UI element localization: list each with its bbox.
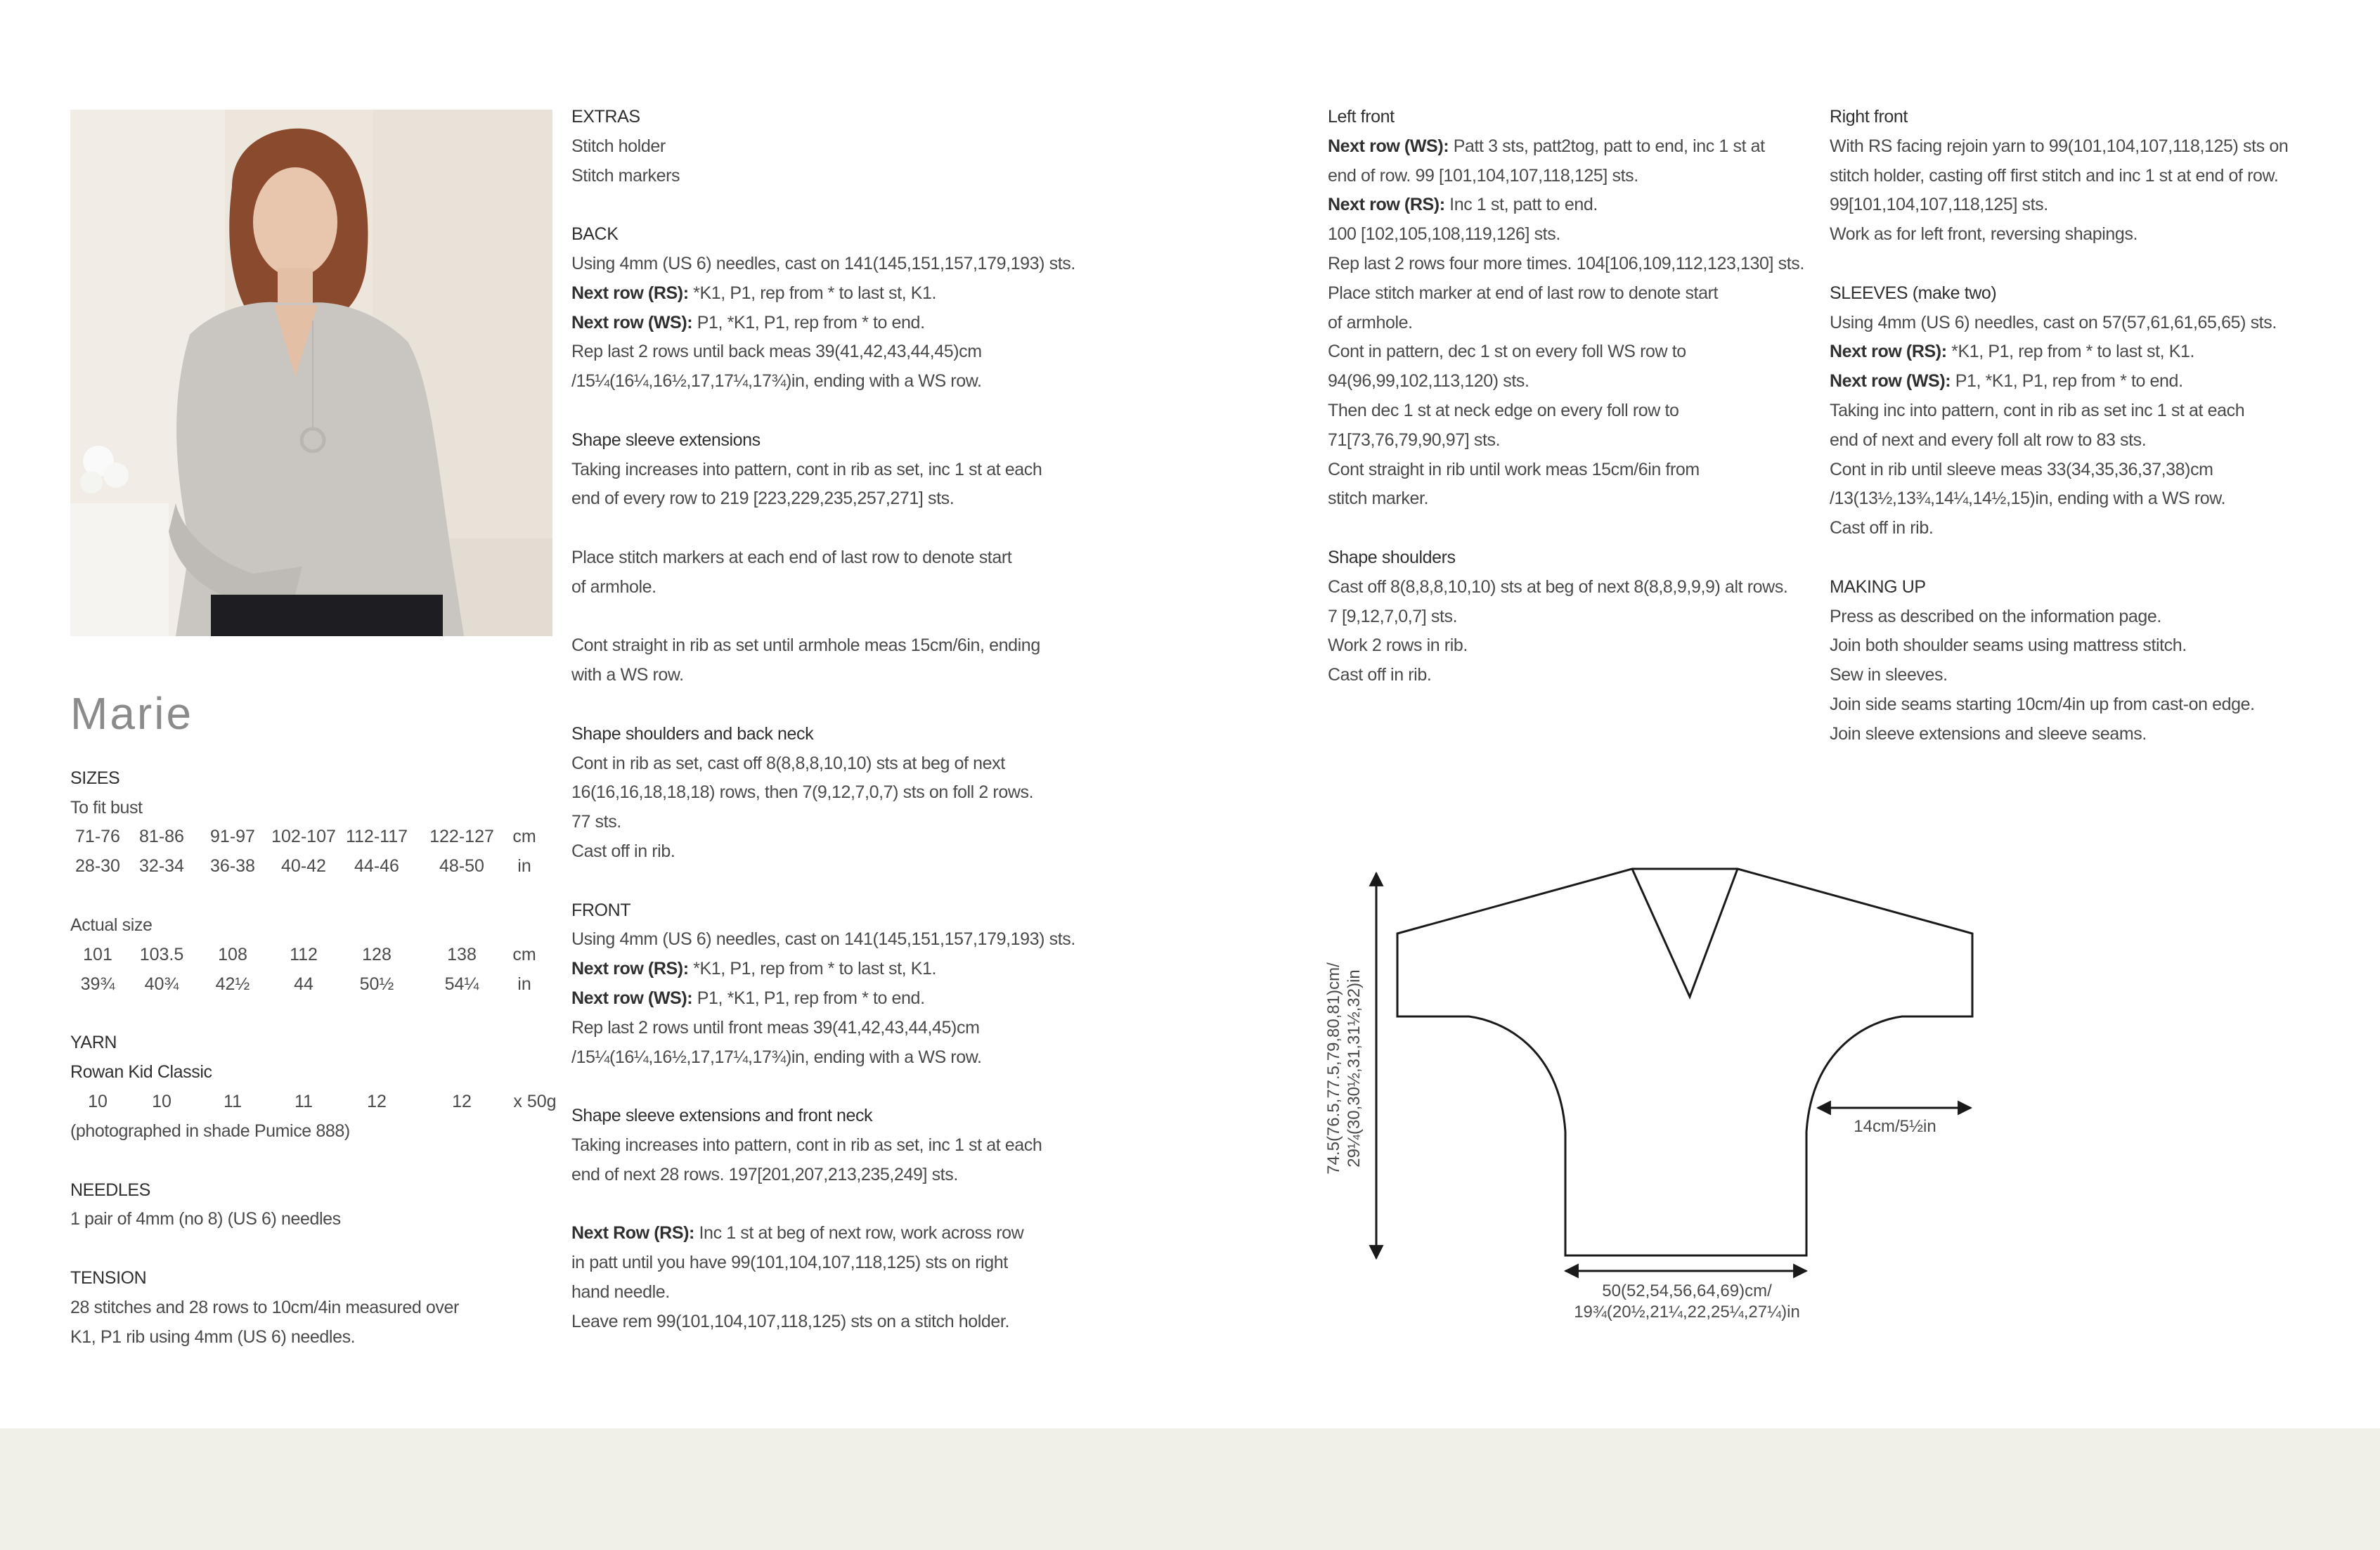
bold-label: Next row (WS): — [1328, 136, 1449, 156]
table-cell: 54¼ — [444, 974, 479, 995]
needles-text: 1 pair of 4mm (no 8) (US 6) needles — [70, 1209, 341, 1229]
column-two — [571, 103, 1075, 1336]
table-cell: 50½ — [359, 974, 394, 995]
left-front-heading: Left front — [1328, 107, 1395, 127]
text-line — [571, 955, 1075, 984]
text-line: Join sleeve extensions and sleeve seams. — [1830, 723, 2147, 744]
text-line: Join both shoulder seams using mattress stitch. — [1830, 635, 2187, 656]
table-cell: 10 — [152, 1092, 172, 1112]
text-line: stitch marker. — [1328, 489, 1429, 509]
text-line: Using 4mm (US 6) needles, cast on 141(145,151,157,179,193) sts. — [571, 929, 1075, 950]
yarn-section — [70, 1028, 212, 1087]
extras-heading: EXTRAS — [571, 107, 640, 127]
text-line: Using 4mm (US 6) needles, cast on 141(145,151,157,179,193) sts. — [571, 253, 1075, 273]
actual-cm-row — [70, 941, 538, 970]
table-cell: 138 — [447, 945, 477, 965]
text-line: 71[73,76,79,90,97] sts. — [1328, 430, 1501, 450]
text-line: 77 sts. — [571, 812, 621, 832]
table-cell: 36-38 — [210, 856, 255, 877]
text-line: 7 [9,12,7,0,7] sts. — [1328, 606, 1458, 626]
table-cell: 40¾ — [144, 974, 179, 995]
text-span: Inc 1 st at beg of next row, work across row — [694, 1223, 1024, 1244]
text-line: 99[101,104,107,118,125] sts. — [1830, 195, 2048, 215]
text-line: Rep last 2 rows until front meas 39(41,42,43,44,45)cm — [571, 1017, 980, 1038]
garment-outline — [1397, 869, 1972, 1255]
column-four — [1830, 103, 2288, 749]
table-cell: 48-50 — [439, 856, 484, 877]
making-up-heading: MAKING UP — [1830, 576, 1926, 597]
text-line: Work 2 rows in rib. — [1328, 635, 1468, 656]
text-span: *K1, P1, rep from * to last st, K1. — [688, 283, 937, 303]
bold-label: Next Row (RS): — [571, 1223, 694, 1244]
right-front-heading: Right front — [1830, 107, 1908, 127]
bust-in-row — [70, 852, 538, 881]
bold-label: Next row (RS): — [1328, 195, 1445, 215]
subheading: Shape shoulders and back neck — [571, 723, 814, 744]
yarn-heading: YARN — [70, 1033, 117, 1052]
table-cell: 103.5 — [139, 945, 184, 965]
text-span: Patt 3 sts, patt2tog, patt to end, inc 1 st at — [1449, 136, 1765, 156]
bold-label: Next row (WS): — [1830, 371, 1951, 392]
text-line — [1830, 337, 2288, 367]
bold-label: Next row (RS): — [1830, 342, 1947, 362]
yarn-name: Rowan Kid Classic — [70, 1061, 212, 1082]
unit-cell: x 50g — [513, 1092, 557, 1112]
table-cell: 28-30 — [75, 856, 120, 877]
text-line: Join side seams starting 10cm/4in up from cast-on edge. — [1830, 694, 2255, 714]
text-line: end of next and every foll alt row to 83 sts. — [1830, 430, 2147, 450]
bold-label: Next row (WS): — [571, 988, 693, 1008]
footer-band — [0, 1428, 2380, 1550]
width-label-in: 19¾(20½,21¼,22,25¼,27¼)in — [1574, 1303, 1800, 1322]
text-line: Cast off in rib. — [1328, 665, 1432, 685]
bust-size-table — [70, 822, 538, 881]
tension-line: 28 stitches and 28 rows to 10cm/4in measured over — [70, 1297, 459, 1317]
table-cell: 11 — [224, 1092, 242, 1112]
cuff-label: 14cm/5½in — [1854, 1117, 1936, 1136]
text-line: end of every row to 219 [223,229,235,257,271] sts. — [571, 489, 955, 509]
table-cell: 91-97 — [210, 827, 255, 847]
text-span: Inc 1 st, patt to end. — [1444, 195, 1598, 215]
table-cell: 10 — [88, 1092, 108, 1112]
text-line: 16(16,16,18,18,18) rows, then 7(9,12,7,0,7) sts on foll 2 rows. — [571, 782, 1034, 803]
height-label-in: 29¼(30,30½,31,31½,32)in — [1345, 969, 1364, 1168]
fit-label: To fit bust — [70, 797, 143, 818]
text-span: P1, *K1, P1, rep from * to end. — [1951, 371, 2183, 392]
table-cell: 32-34 — [139, 856, 184, 877]
text-line: Taking increases into pattern, cont in rib as set, inc 1 st at each — [571, 459, 1042, 479]
text-line: Cast off in rib. — [1830, 518, 1934, 538]
table-cell: 128 — [362, 945, 392, 965]
extras-item: Stitch markers — [571, 165, 680, 186]
bold-label: Next row (RS): — [571, 959, 689, 979]
text-span: *K1, P1, rep from * to last st, K1. — [1946, 342, 2195, 362]
table-cell: 12 — [452, 1092, 472, 1112]
text-line: with a WS row. — [571, 665, 684, 685]
text-line — [571, 984, 1075, 1014]
text-line: /15¼(16¼,16½,17,17¼,17¾)in, ending with a WS row. — [571, 1047, 982, 1067]
text-line: 94(96,99,102,113,120) sts. — [1328, 371, 1529, 392]
text-line: of armhole. — [571, 576, 657, 597]
sizes-heading: SIZES — [70, 768, 120, 788]
table-cell: 122-127 — [429, 827, 494, 847]
table-cell: 12 — [367, 1092, 387, 1112]
needles-heading: NEEDLES — [70, 1180, 150, 1200]
text-line: Using 4mm (US 6) needles, cast on 57(57,61,61,65,65) sts. — [1830, 312, 2277, 332]
unit-cell: cm — [512, 827, 536, 847]
text-line — [1328, 132, 1804, 162]
text-line — [571, 309, 1075, 338]
subheading: Shape sleeve extensions — [571, 430, 761, 450]
text-line — [1830, 367, 2288, 396]
table-cell: 108 — [218, 945, 247, 965]
text-line: Cont in rib as set, cast off 8(8,8,8,10,10) sts at beg of next — [571, 753, 1005, 773]
table-cell: 102-107 — [271, 827, 336, 847]
table-cell: 40-42 — [281, 856, 326, 877]
text-line: Sew in sleeves. — [1830, 665, 1948, 685]
width-label-cm: 50(52,54,56,64,69)cm/ — [1602, 1281, 1772, 1300]
table-cell: 101 — [83, 945, 112, 965]
unit-cell: cm — [512, 945, 536, 965]
text-line: /15¼(16¼,16½,17,17¼,17¾)in, ending with a WS row. — [571, 371, 982, 392]
yarn-quantity-row — [70, 1087, 560, 1117]
model-photo — [70, 110, 552, 636]
subheading: Shape shoulders — [1328, 547, 1456, 567]
text-line: end of row. 99 [101,104,107,118,125] sts. — [1328, 165, 1638, 186]
actual-size-label: Actual size — [70, 915, 153, 935]
table-cell: 42½ — [215, 974, 250, 995]
sizes-section — [70, 764, 143, 823]
yarn-quantity-table — [70, 1087, 560, 1117]
text-line: in patt until you have 99(101,104,107,118,125) sts on right — [571, 1253, 1008, 1273]
text-line: Cast off in rib. — [571, 841, 675, 861]
unit-cell: in — [517, 974, 531, 995]
v-neck — [1632, 869, 1738, 997]
table-cell: 11 — [295, 1092, 313, 1112]
height-label-cm: 74.5(76.5,77.5,79,80,81)cm/ — [1324, 962, 1343, 1175]
text-line: stitch holder, casting off first stitch and inc 1 st at end of row. — [1830, 165, 2279, 186]
bust-cm-row — [70, 822, 538, 852]
text-line — [1328, 190, 1804, 220]
table-cell: 44 — [294, 974, 313, 995]
yarn-note: (photographed in shade Pumice 888) — [70, 1121, 350, 1141]
text-line: end of next 28 rows. 197[201,207,213,235,249] sts. — [571, 1164, 958, 1184]
model-photo-illustration — [70, 110, 552, 636]
text-line: Leave rem 99(101,104,107,118,125) sts on a stitch holder. — [571, 1311, 1010, 1331]
garment-schematic — [1307, 858, 2010, 1336]
text-line: Cont in pattern, dec 1 st on every foll WS row to — [1328, 342, 1686, 362]
unit-cell: in — [517, 856, 531, 877]
table-cell: 112-117 — [345, 827, 408, 847]
subheading: Shape sleeve extensions and front neck — [571, 1106, 873, 1126]
text-line: Rep last 2 rows four more times. 104[106,109,112,123,130] sts. — [1328, 253, 1804, 273]
text-line: /13(13½,13¾,14¼,14½,15)in, ending with a WS row. — [1830, 489, 2226, 509]
text-line: 100 [102,105,108,119,126] sts. — [1328, 224, 1560, 245]
text-line: Taking inc into pattern, cont in rib as set inc 1 st at each — [1830, 400, 2245, 420]
text-line: of armhole. — [1328, 312, 1413, 332]
actual-size-label-wrap — [70, 911, 153, 941]
text-span: *K1, P1, rep from * to last st, K1. — [688, 959, 937, 979]
table-cell: 44-46 — [354, 856, 399, 877]
text-line: Taking increases into pattern, cont in rib as set, inc 1 st at each — [571, 1135, 1042, 1155]
pattern-title: Marie — [70, 688, 194, 739]
text-line: Then dec 1 st at neck edge on every foll row to — [1328, 400, 1679, 420]
text-line — [571, 1219, 1075, 1248]
tension-line: K1, P1 rib using 4mm (US 6) needles. — [70, 1326, 356, 1347]
text-line: Cast off 8(8,8,8,10,10) sts at beg of next 8(8,8,9,9,9) alt rows. — [1328, 576, 1788, 597]
yarn-notes — [70, 1117, 459, 1352]
garment-body-outline — [1397, 869, 1972, 1255]
actual-size-table — [70, 941, 538, 1000]
text-line — [571, 279, 1075, 309]
extras-item: Stitch holder — [571, 136, 666, 156]
front-heading: FRONT — [571, 900, 631, 920]
text-span: P1, *K1, P1, rep from * to end. — [692, 988, 925, 1008]
text-line: Work as for left front, reversing shapings. — [1830, 224, 2138, 245]
tension-heading: TENSION — [70, 1267, 147, 1288]
text-span: P1, *K1, P1, rep from * to end. — [692, 312, 925, 332]
text-line: Cont straight in rib until work meas 15cm/6in from — [1328, 459, 1700, 479]
text-line: hand needle. — [571, 1281, 670, 1302]
text-line: Place stitch marker at end of last row to denote start — [1328, 283, 1719, 303]
table-cell: 71-76 — [75, 827, 120, 847]
column-three — [1328, 103, 1804, 690]
bold-label: Next row (RS): — [571, 283, 689, 303]
actual-in-row — [70, 970, 538, 1000]
table-cell: 112 — [290, 945, 318, 965]
sleeves-heading: SLEEVES (make two) — [1830, 283, 1997, 303]
table-cell: 81-86 — [139, 827, 184, 847]
text-line: Place stitch markers at each end of last row to denote start — [571, 547, 1012, 567]
text-line: Cont straight in rib as set until armhole meas 15cm/6in, ending — [571, 635, 1040, 656]
table-cell: 39¾ — [80, 974, 115, 995]
text-line: Press as described on the information page. — [1830, 606, 2161, 626]
back-heading: BACK — [571, 224, 619, 245]
text-line: Rep last 2 rows until back meas 39(41,42,43,44,45)cm — [571, 342, 982, 362]
text-line: Cont in rib until sleeve meas 33(34,35,36,37,38)cm — [1830, 459, 2213, 479]
text-line: With RS facing rejoin yarn to 99(101,104,107,118,125) sts on — [1830, 136, 2289, 156]
bold-label: Next row (WS): — [571, 312, 693, 332]
